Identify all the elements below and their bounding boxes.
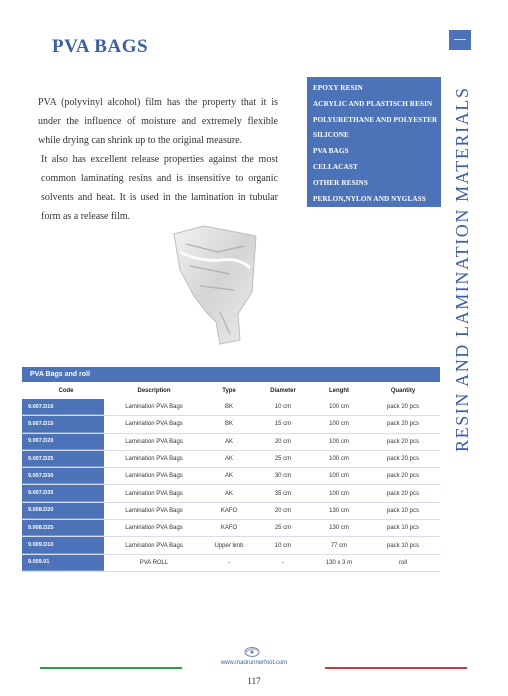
table-row	[22, 416, 440, 433]
menu-item-acrylic-resin[interactable]: ACRYLIC AND PLASTISCH RESIN	[313, 99, 433, 108]
footer-line-red	[325, 667, 467, 669]
pva-bag-photo	[160, 222, 270, 352]
cell-description: Lamination PVA Bags	[125, 507, 183, 514]
cell-length: 100 cm	[329, 438, 349, 445]
cell-description: Lamination PVA Bags	[125, 438, 183, 445]
cell-quantity: pack 20 pcs	[386, 421, 420, 428]
cell-description: Lamination PVA Bags	[125, 542, 183, 549]
header-code: Code	[58, 387, 74, 394]
cell-description: Lamination PVA Bags	[125, 473, 183, 480]
cell-length: 130 cm	[329, 525, 349, 532]
cell-quantity: pack 20 pcs	[386, 456, 420, 463]
cell-length: 130 x 3 m	[325, 559, 353, 566]
table-row	[22, 434, 440, 451]
cell-quantity: pack 10 pcs	[386, 542, 420, 549]
header-length: Lenght	[329, 387, 349, 394]
cell-type: KAFO	[220, 507, 238, 514]
table-row	[22, 503, 440, 520]
section-heading-vertical: RESIN AND LAMINATION MATERIALS	[452, 86, 472, 452]
cell-length: 130 cm	[329, 507, 349, 514]
table-row	[22, 520, 440, 537]
company-logo-icon	[241, 644, 263, 658]
cell-diameter: 30 cm	[274, 473, 292, 480]
cell-code: 9.009.D10	[22, 537, 104, 553]
cell-length: 100 cm	[329, 473, 349, 480]
cell-quantity: pack 20 pcs	[386, 404, 420, 411]
cell-code: 9.007.D25	[22, 451, 104, 467]
header-description: Description	[137, 387, 171, 394]
cell-quantity: pack 20 pcs	[386, 473, 420, 480]
table-row	[22, 537, 440, 554]
cell-length: 100 cm	[329, 490, 349, 497]
header-quantity: Quantity	[390, 387, 416, 394]
page-title: PVA BAGS	[52, 36, 149, 57]
cell-code: 9.009.01	[22, 555, 104, 571]
table-header-row	[22, 382, 440, 399]
cell-code: 9.007.D30	[22, 468, 104, 484]
cell-type: AK	[224, 490, 233, 497]
cell-description: Lamination PVA Bags	[125, 456, 183, 463]
cell-description: Lamination PVA Bags	[125, 525, 183, 532]
page-number: 117	[247, 676, 261, 686]
cell-type: BK	[224, 404, 233, 411]
cell-code: 9.007.D20	[22, 434, 104, 450]
cell-length: 100 cm	[329, 404, 349, 411]
cell-type: Upper limb	[214, 542, 244, 549]
cell-type: AK	[224, 473, 233, 480]
table-row	[22, 451, 440, 468]
cell-diameter: -	[282, 559, 284, 566]
table-row	[22, 399, 440, 416]
cell-type: -	[228, 559, 230, 566]
menu-item-silicone[interactable]: SILICONE	[313, 131, 349, 140]
cell-quantity: roll	[398, 559, 407, 566]
category-menu	[307, 77, 441, 207]
menu-item-pva-bags[interactable]: PVA BAGS	[313, 147, 349, 156]
menu-item-cellacast[interactable]: CELLACAST	[313, 162, 358, 171]
cell-quantity: pack 20 pcs	[386, 490, 420, 497]
cell-diameter: 25 cm	[274, 525, 292, 532]
cell-diameter: 15 cm	[274, 421, 292, 428]
cell-description: Lamination PVA Bags	[125, 404, 183, 411]
cell-code: 9.007.D15	[22, 416, 104, 432]
cell-quantity: pack 10 pcs	[386, 507, 420, 514]
table-title: PVA Bags and roll	[22, 367, 440, 382]
section-heading-vertical-wrap	[448, 72, 476, 452]
intro-text	[38, 93, 278, 226]
cell-description: Lamination PVA Bags	[125, 421, 183, 428]
pva-bags-table	[22, 367, 440, 572]
cell-length: 100 cm	[329, 421, 349, 428]
cell-type: AK	[224, 438, 233, 445]
cell-description: PVA ROLL	[139, 559, 169, 566]
header-diameter: Diameter	[270, 387, 296, 394]
cell-type: AK	[224, 456, 233, 463]
menu-item-epoxy-resin[interactable]: EPOXY RESIN	[313, 84, 363, 92]
cell-diameter: 35 cm	[274, 490, 292, 497]
cell-diameter: 10 cm	[274, 542, 292, 549]
cell-quantity: pack 10 pcs	[386, 525, 420, 532]
cell-type: KAFO	[220, 525, 238, 532]
cell-diameter: 20 cm	[274, 438, 292, 445]
table-row	[22, 468, 440, 485]
cell-code: 9.008.D20	[22, 503, 104, 519]
menu-item-perlon-nylon[interactable]: PERLON,NYLON AND NYGLASS	[313, 194, 426, 203]
menu-item-other-resins[interactable]: OTHER RESINS	[313, 178, 368, 187]
cell-quantity: pack 20 pcs	[386, 438, 420, 445]
corner-tab-marker	[449, 30, 471, 50]
footer-website-link[interactable]: www.madrunnerfoot.com	[220, 660, 288, 666]
cell-code: 9.007.D10	[22, 399, 104, 415]
table-row	[22, 485, 440, 502]
cell-type: BK	[224, 421, 233, 428]
header-type: Type	[222, 387, 236, 394]
cell-code: 9.008.D25	[22, 520, 104, 536]
cell-code: 9.007.D35	[22, 485, 104, 501]
menu-item-polyurethane[interactable]: POLYURETHANE AND POLYESTER	[313, 115, 438, 124]
intro-paragraph-1: PVA (polyvinyl alcohol) film has the property that it is under the influence of moisture and extremely flexible while drying can shrink up to the original measure.	[38, 97, 278, 146]
cell-diameter: 25 cm	[274, 456, 292, 463]
cell-diameter: 10 cm	[274, 404, 292, 411]
cell-length: 100 cm	[329, 456, 349, 463]
cell-length: 77 cm	[330, 542, 348, 549]
intro-paragraph-2: It also has excellent release properties against the most common laminating resins and is insensitive to organic solvents and heat. It is used in the lamination in tubular form as a release film.	[41, 154, 278, 222]
cell-description: Lamination PVA Bags	[125, 490, 183, 497]
cell-diameter: 20 cm	[274, 507, 292, 514]
table-row	[22, 555, 440, 572]
footer-line-green	[40, 667, 182, 669]
